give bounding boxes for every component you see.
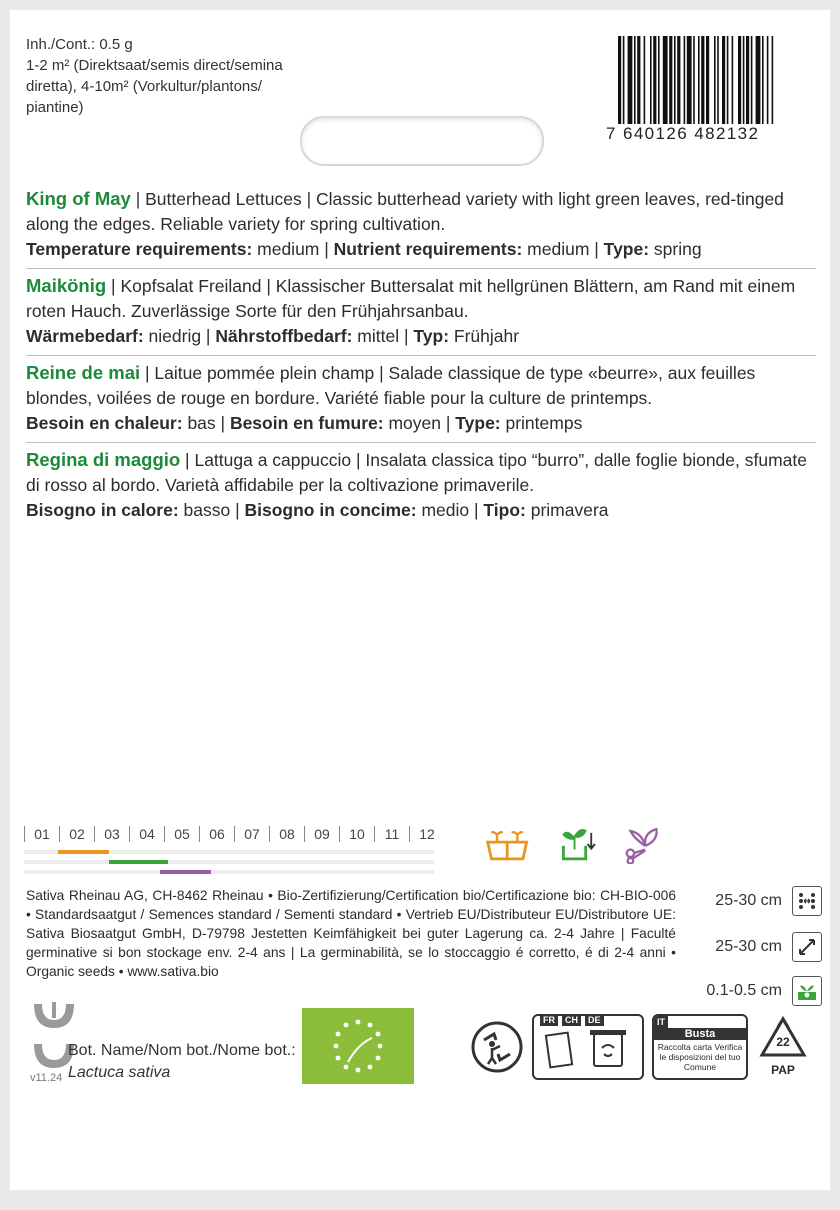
type-label: Type: xyxy=(603,239,650,259)
contents-line: 1-2 m² (Direktsaat/semis direct/semina xyxy=(26,57,283,74)
barcode-bar xyxy=(751,36,753,124)
type-label: Tipo: xyxy=(483,500,526,520)
type-label: Typ: xyxy=(413,326,450,346)
month-label: 09 xyxy=(304,826,339,842)
description-fr xyxy=(26,356,816,443)
recycling-info xyxy=(470,1010,810,1084)
barcode-bar xyxy=(623,36,625,124)
calendar-track xyxy=(24,870,434,874)
temp-label: Wärmebedarf: xyxy=(26,326,144,346)
month-label: 07 xyxy=(234,826,269,842)
triman-info xyxy=(532,1014,644,1080)
barcode-bar xyxy=(756,36,761,124)
sowing-calendar xyxy=(24,824,444,874)
botanical-latin: Lactuca sativa xyxy=(68,1064,171,1081)
contents-line: Inh./Cont.: 0.5 g xyxy=(26,36,133,53)
month-label: 01 xyxy=(24,826,59,842)
variety-text: | Lattuga a cappuccio | Insalata classica tipo “burro”, dalle foglie bionde, sfumate di rosso al bordo. Varietà affidabile per la coltivazione primaverile. xyxy=(26,450,808,495)
barcode-bar xyxy=(637,36,640,124)
month-label: 12 xyxy=(409,826,444,842)
spec-value: 25-30 cm xyxy=(715,892,782,909)
indoor-sowing-bar xyxy=(58,850,109,854)
type-value: Frühjahr xyxy=(449,326,520,346)
month-label: 04 xyxy=(129,826,164,842)
nutrient-value: mittel | xyxy=(352,326,414,346)
barcode-bar xyxy=(701,36,704,124)
variety-text: | Kopfsalat Freiland | Klassischer Buttersalat mit hellgrünen Blättern, am Rand mit einem roten Hauch. Zuverlässige Sorte für den Frühjahrsanbau. xyxy=(26,276,796,321)
type-value: printemps xyxy=(500,413,583,433)
version-label: v11.24 xyxy=(30,1072,63,1084)
it-text: Raccolta carta Verifica le disposizioni del tuo Comune xyxy=(657,1042,743,1072)
spec-plant-spacing xyxy=(672,886,822,916)
temp-label: Besoin en chaleur: xyxy=(26,413,183,433)
barcode-bar xyxy=(727,36,729,124)
description-en xyxy=(26,182,816,269)
barcode-bars xyxy=(606,36,818,126)
pap-label: PAP xyxy=(771,1063,795,1077)
spec-sowing-depth xyxy=(672,976,822,1006)
variety-name: Regina di maggio xyxy=(26,449,181,470)
variety-descriptions xyxy=(26,182,816,529)
barcode-bar xyxy=(706,36,709,124)
barcode-bar xyxy=(674,36,676,124)
nutrient-value: medium | xyxy=(522,239,604,259)
barcode-bar xyxy=(669,36,672,124)
plant-spacing-icon xyxy=(792,886,822,916)
barcode-bar xyxy=(650,36,652,124)
month-row xyxy=(24,824,444,844)
type-value: spring xyxy=(649,239,702,259)
month-label: 11 xyxy=(374,826,409,842)
calendar-legend-icons xyxy=(484,824,664,868)
sowing-depth-icon xyxy=(792,976,822,1006)
planting-bar xyxy=(109,860,168,864)
barcode-bar xyxy=(767,36,769,124)
barcode-bar xyxy=(663,36,668,124)
barcode-bar xyxy=(618,36,621,124)
barcode-bar xyxy=(634,36,636,124)
barcode-bar xyxy=(693,36,695,124)
barcode-bar xyxy=(653,36,656,124)
temp-label: Temperature requirements: xyxy=(26,239,253,259)
variety-name: King of May xyxy=(26,188,131,209)
row-spacing-icon xyxy=(792,932,822,962)
variety-text: | Butterhead Lettuces | Classic butterhead variety with light green leaves, red-tinged along the edges. Reliable variety for spring cultivation. xyxy=(26,189,784,234)
nutrient-value: medio | xyxy=(416,500,484,520)
eu-organic-logo xyxy=(302,1008,414,1084)
variety-text: | Laitue pommée plein champ | Salade classique de type «beurre», aux feuilles blondes, voilées de rouge en bordure. Variété fiable pour la culture de printemps. xyxy=(26,363,756,408)
seed-packet-back xyxy=(10,10,830,1190)
month-label: 06 xyxy=(199,826,234,842)
barcode-bar xyxy=(658,36,660,124)
nutrient-value: moyen | xyxy=(383,413,456,433)
country-tag: FR xyxy=(540,1014,558,1026)
botanical-label: Bot. Name/Nom bot./Nome bot.: xyxy=(68,1042,296,1059)
barcode-bar xyxy=(687,36,692,124)
barcode-bar xyxy=(738,36,741,124)
nutrient-label: Nutrient requirements: xyxy=(333,239,523,259)
calendar-bars xyxy=(24,848,444,874)
barcode-bar xyxy=(677,36,680,124)
contents-line: diretta), 4-10m² (Vorkultur/plantons/ xyxy=(26,78,262,95)
description-de xyxy=(26,269,816,356)
nutrient-label: Nährstoffbedarf: xyxy=(215,326,353,346)
calendar-track xyxy=(24,860,434,864)
harvest-scissors-icon xyxy=(623,824,664,864)
barcode-bar xyxy=(684,36,686,124)
spec-value: 0.1-0.5 cm xyxy=(706,982,782,999)
spec-value: 25-30 cm xyxy=(715,938,782,955)
type-label: Type: xyxy=(455,413,501,433)
temp-label: Bisogno in calore: xyxy=(26,500,179,520)
barcode-bar xyxy=(732,36,734,124)
temp-value: basso | xyxy=(178,500,245,520)
pap-recycle-symbol xyxy=(756,1015,810,1079)
barcode-bar xyxy=(628,36,633,124)
company-info: Sativa Rheinau AG, CH-8462 Rheinau • Bio-Zertifizierung/Certification bio/Certificazione bio: CH-BIO-006 • Standardsaatgut / Semences standard / Sementi standard • Vertrieb EU/Distributeur EU/Distributore UE: Sativa Biosaatgut GmbH, D-79798 Jestetten Keimfähigkeit bei guter Lagerung ca. 2-4 Jahre | Faculté germinative si bon stockage env. 2-4 ans | La germinabilità, se lo stoccaggio é corretto, é di 2-4 anni • Organic seeds • www.sativa.bio xyxy=(26,888,676,979)
barcode-number: 7 640126 482132 xyxy=(606,124,760,143)
barcode-bar xyxy=(743,36,745,124)
description-it xyxy=(26,443,816,529)
it-title: Busta xyxy=(654,1028,746,1040)
country-tags xyxy=(540,1014,604,1026)
nutrient-label: Bisogno in concime: xyxy=(244,500,417,520)
month-label: 10 xyxy=(339,826,374,842)
seedling-pot-icon xyxy=(556,824,597,864)
hanger-slot xyxy=(300,116,544,166)
temp-value: medium | xyxy=(252,239,334,259)
it-tag: IT xyxy=(654,1016,668,1028)
country-tag: CH xyxy=(562,1014,581,1026)
botanical-name xyxy=(68,1040,296,1084)
barcode-bar xyxy=(746,36,749,124)
month-label: 05 xyxy=(164,826,199,842)
barcode-bar xyxy=(714,36,716,124)
spec-row-spacing xyxy=(672,932,822,962)
harvest-bar xyxy=(160,870,211,874)
temp-value: niedrig | xyxy=(143,326,216,346)
seed-tray-icon xyxy=(484,824,530,864)
month-label: 08 xyxy=(269,826,304,842)
barcode-bar xyxy=(722,36,725,124)
pap-number: 22 xyxy=(776,1035,790,1049)
temp-value: bas | xyxy=(182,413,230,433)
nutrient-label: Besoin en fumure: xyxy=(229,413,384,433)
country-tag: DE xyxy=(585,1014,604,1026)
tidyman-recycle-icon xyxy=(470,1020,524,1074)
barcode-bar xyxy=(644,36,646,124)
contents-line: piantine) xyxy=(26,99,84,116)
italian-disposal-info xyxy=(652,1014,748,1080)
variety-name: Reine de mai xyxy=(26,362,141,383)
month-label: 02 xyxy=(59,826,94,842)
contents-info xyxy=(26,34,286,118)
barcode-bar xyxy=(698,36,700,124)
type-value: primavera xyxy=(525,500,609,520)
barcode-bar xyxy=(762,36,764,124)
variety-name: Maikönig xyxy=(26,275,107,296)
month-label: 03 xyxy=(94,826,129,842)
barcode-bar xyxy=(772,36,774,124)
barcode-bar xyxy=(717,36,719,124)
